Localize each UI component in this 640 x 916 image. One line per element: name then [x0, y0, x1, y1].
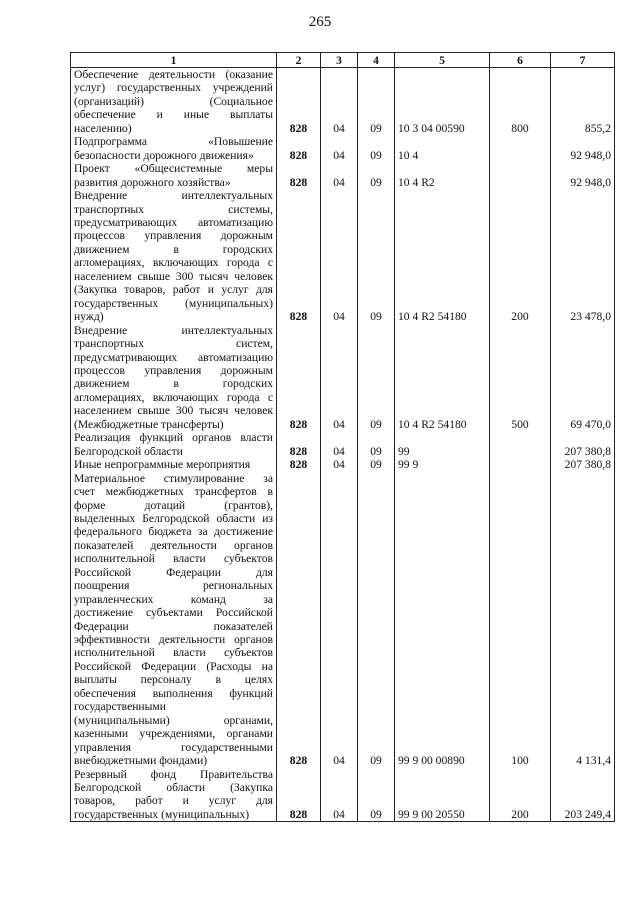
row-description	[71, 472, 277, 768]
gov-code-cell: 828	[277, 458, 321, 471]
table-row	[71, 162, 615, 189]
description-line: исполнительной власти субъектов	[74, 552, 273, 566]
expense-type-cell: 800	[490, 68, 551, 136]
description-line: исполнительной власти субъектов	[74, 646, 273, 660]
subsection-cell: 09	[358, 768, 395, 822]
amount-cell: 207 380,8	[551, 458, 615, 471]
page-number: 265	[308, 14, 332, 30]
subsection-cell: 09	[358, 324, 395, 432]
description-line: Проект «Общесистемные меры	[74, 162, 273, 176]
description-line: агломерациях, включающих города с	[74, 390, 273, 404]
description-line: эффективности деятельности органов	[74, 633, 273, 647]
table-header-row	[71, 53, 615, 68]
expense-type-cell	[490, 458, 551, 471]
table-row	[71, 135, 615, 162]
description-line: процессов управления дорожным	[74, 363, 273, 377]
row-description	[71, 189, 277, 324]
table-row	[71, 68, 615, 136]
expense-type-cell	[490, 431, 551, 458]
description-line: Иные непрограммные мероприятия	[74, 458, 251, 472]
subsection-cell: 09	[358, 458, 395, 471]
gov-code-cell: 828	[277, 189, 321, 324]
section-cell: 04	[321, 68, 358, 136]
description-line: выделенных Белгородской области из	[74, 511, 273, 525]
target-article-cell: 99	[395, 431, 490, 458]
gov-code-cell: 828	[277, 472, 321, 768]
description-line: товаров, работ и услуг для	[74, 794, 273, 808]
expense-type-cell	[490, 135, 551, 162]
column-header: 6	[490, 53, 551, 68]
target-article-cell: 10 4 R2 54180	[395, 189, 490, 324]
description-line: счет межбюджетных трансфертов в	[74, 485, 273, 499]
row-description	[71, 458, 277, 471]
amount-cell: 855,2	[551, 68, 615, 136]
expense-type-cell: 200	[490, 189, 551, 324]
description-line: государственных (муниципальных)	[74, 807, 250, 821]
gov-code-cell: 828	[277, 768, 321, 822]
description-line: предусматривающих автоматизацию	[74, 350, 273, 364]
amount-cell: 203 249,4	[551, 768, 615, 822]
column-header: 2	[277, 53, 321, 68]
description-line: Белгородской области (Закупка	[74, 781, 273, 795]
amount-cell: 4 131,4	[551, 472, 615, 768]
section-cell: 04	[321, 162, 358, 189]
subsection-cell: 09	[358, 431, 395, 458]
section-cell: 04	[321, 431, 358, 458]
column-header: 1	[71, 53, 277, 68]
budget-table	[70, 52, 615, 822]
description-line: обеспечение и иные выплаты	[74, 108, 273, 122]
description-line: населением свыше 300 тысяч человек	[74, 269, 273, 283]
gov-code-cell: 828	[277, 68, 321, 136]
description-line: населению)	[74, 121, 132, 135]
description-line: Федерации показателей	[74, 619, 273, 633]
description-line: Внедрение интеллектуальных	[74, 189, 273, 203]
amount-cell: 92 948,0	[551, 135, 615, 162]
description-line: предусматривающих автоматизацию	[74, 215, 273, 229]
description-line: Белгородской области	[74, 444, 183, 458]
description-line: форме дотаций (грантов),	[74, 498, 273, 512]
description-line: агломерациях, включающих города с	[74, 256, 273, 270]
description-line: (организаций) (Социальное	[74, 94, 273, 108]
section-cell: 04	[321, 472, 358, 768]
description-line: Обеспечение деятельности (оказание	[74, 68, 273, 81]
target-article-cell: 99 9	[395, 458, 490, 471]
description-line: нужд)	[74, 310, 104, 324]
description-line: Материальное стимулирование за	[74, 471, 273, 485]
section-cell: 04	[321, 135, 358, 162]
expense-type-cell	[490, 162, 551, 189]
amount-cell: 23 478,0	[551, 189, 615, 324]
description-line: Российской Федерации для	[74, 565, 273, 579]
table-row	[71, 431, 615, 458]
row-description	[71, 162, 277, 189]
description-line: управленческих команд за	[74, 592, 273, 606]
subsection-cell: 09	[358, 472, 395, 768]
description-line: управления государственными	[74, 740, 273, 754]
row-description	[71, 431, 277, 458]
description-line: обеспечения выполнения функций	[74, 686, 273, 700]
row-description	[71, 324, 277, 432]
row-description	[71, 768, 277, 822]
gov-code-cell: 828	[277, 431, 321, 458]
column-header: 3	[321, 53, 358, 68]
expense-type-cell: 200	[490, 768, 551, 822]
description-line: Резервный фонд Правительства	[74, 767, 273, 781]
description-line: развития дорожного хозяйства»	[74, 175, 231, 189]
row-description	[71, 135, 277, 162]
amount-cell: 207 380,8	[551, 431, 615, 458]
section-cell: 04	[321, 189, 358, 324]
table-row	[71, 472, 615, 768]
amount-cell: 92 948,0	[551, 162, 615, 189]
description-line: федерального бюджета за достижение	[74, 525, 273, 539]
description-line: Подпрограмма «Повышение	[74, 135, 273, 149]
target-article-cell: 10 4 R2	[395, 162, 490, 189]
description-line: внебюджетными фондами)	[74, 754, 208, 768]
subsection-cell: 09	[358, 162, 395, 189]
description-line: показателей деятельности органов	[74, 538, 273, 552]
description-line: (муниципальными) органами,	[74, 713, 273, 727]
row-description	[71, 68, 277, 136]
description-line: услуг) государственных учреждений	[74, 81, 273, 95]
description-line: транспортных систем,	[74, 337, 273, 351]
section-cell: 04	[321, 324, 358, 432]
amount-cell: 69 470,0	[551, 324, 615, 432]
target-article-cell: 10 4	[395, 135, 490, 162]
section-cell: 04	[321, 768, 358, 822]
description-line: транспортных системы,	[74, 202, 273, 216]
description-line: государственных (муниципальных)	[74, 296, 273, 310]
column-header: 5	[395, 53, 490, 68]
gov-code-cell: 828	[277, 135, 321, 162]
description-line: безопасности дорожного движения»	[74, 148, 254, 162]
description-line: Внедрение интеллектуальных	[74, 323, 273, 337]
target-article-cell: 99 9 00 20550	[395, 768, 490, 822]
gov-code-cell: 828	[277, 324, 321, 432]
gov-code-cell: 828	[277, 162, 321, 189]
target-article-cell: 10 4 R2 54180	[395, 324, 490, 432]
description-line: государственными	[74, 700, 166, 714]
expense-type-cell: 500	[490, 324, 551, 432]
description-line: (Межбюджетные трансферты)	[74, 417, 224, 431]
target-article-cell: 10 3 04 00590	[395, 68, 490, 136]
table-row	[71, 458, 615, 471]
column-header: 7	[551, 53, 615, 68]
column-header: 4	[358, 53, 395, 68]
table-row	[71, 768, 615, 822]
description-line: достижение субъектами Российской	[74, 606, 273, 620]
subsection-cell: 09	[358, 189, 395, 324]
description-line: выплаты персоналу в целях	[74, 673, 273, 687]
description-line: Реализация функций органов власти	[74, 431, 273, 445]
subsection-cell: 09	[358, 68, 395, 136]
expense-type-cell: 100	[490, 472, 551, 768]
description-line: населением свыше 300 тысяч человек	[74, 404, 273, 418]
description-line: движением в городских	[74, 242, 273, 256]
description-line: движением в городских	[74, 377, 273, 391]
description-line: процессов управления дорожным	[74, 229, 273, 243]
table-row	[71, 324, 615, 432]
description-line: Российской Федерации (Расходы на	[74, 659, 273, 673]
table-row	[71, 189, 615, 324]
description-line: казенными учреждениями, органами	[74, 727, 273, 741]
target-article-cell: 99 9 00 00890	[395, 472, 490, 768]
section-cell: 04	[321, 458, 358, 471]
subsection-cell: 09	[358, 135, 395, 162]
description-line: (Закупка товаров, работ и услуг для	[74, 283, 273, 297]
description-line: поощрения региональных	[74, 579, 273, 593]
